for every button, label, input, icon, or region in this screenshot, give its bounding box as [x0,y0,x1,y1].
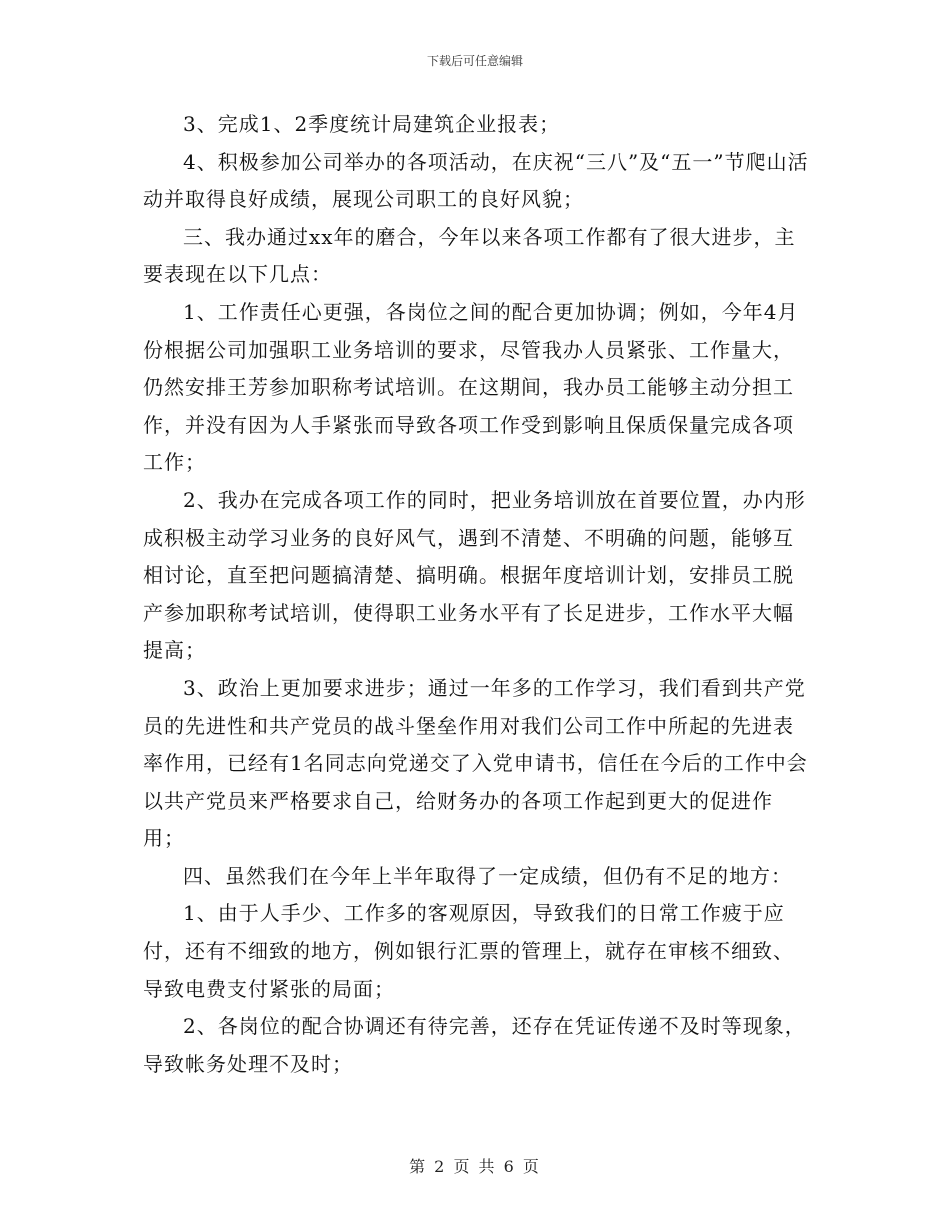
paragraph: 4、积极参加公司举办的各项活动，在庆祝“三八”及“五一”节爬山活动并取得良好成绩，展现公司职工的良好风貌； [143,149,809,212]
paragraph: 2、我办在完成各项工作的同时，把业务培训放在首要位置，办内形成积极主动学习业务的良好风气，遇到不清楚、不明确的问题，能够互相讨论，直至把问题搞清楚、搞明确。根据年度培训计划，安排员工脱产参加职称考试培训，使得职工业务水平有了长足进步，工作水平大幅提高； [143,487,806,663]
paragraph: 1、工作责任心更强，各岗位之间的配合更加协调；例如，今年4月份根据公司加强职工业务培训的要求，尽管我办人员紧张、工作量大，仍然安排王芳参加职称考试培训。在这期间，我办员工能够主动分担工作，并没有因为人手紧张而导致各项工作受到影响且保质保量完成各项工作； [143,299,799,475]
paragraph: 三、我办通过xx年的磨合，今年以来各项工作都有了很大进步，主要表现在以下几点： [143,224,796,287]
page-footer: 第 2 页 共 6 页 [409,1157,541,1176]
paragraph: 2、各岗位的配合协调还有待完善，还存在凭证传递不及时等现象，导致帐务处理不及时； [143,1014,806,1076]
document-body [143,106,813,1083]
paragraph: 3、完成1、2季度统计局建筑企业报表； [183,112,561,136]
page-header: 下载后可任意编辑 [426,54,523,68]
paragraph: 四、虽然我们在今年上半年取得了一定成绩，但仍有不足的地方： [183,863,792,888]
paragraph: 1、由于人手少、工作多的客观原因，导致我们的日常工作疲于应付，还有不细致的地方，例如银行汇票的管理上，就存在审核不细致、导致电费支付紧张的局面； [143,901,794,1001]
paragraph: 3、政治上更加要求进步；通过一年多的工作学习，我们看到共产党员的先进性和共产党员的战斗堡垒作用对我们公司工作中所起的先进表率作用，已经有1名同志向党递交了入党申请书，信任在今后的工作中会以共产党员来严格要求自己，给财务办的各项工作起到更大的促进作用； [143,675,808,851]
